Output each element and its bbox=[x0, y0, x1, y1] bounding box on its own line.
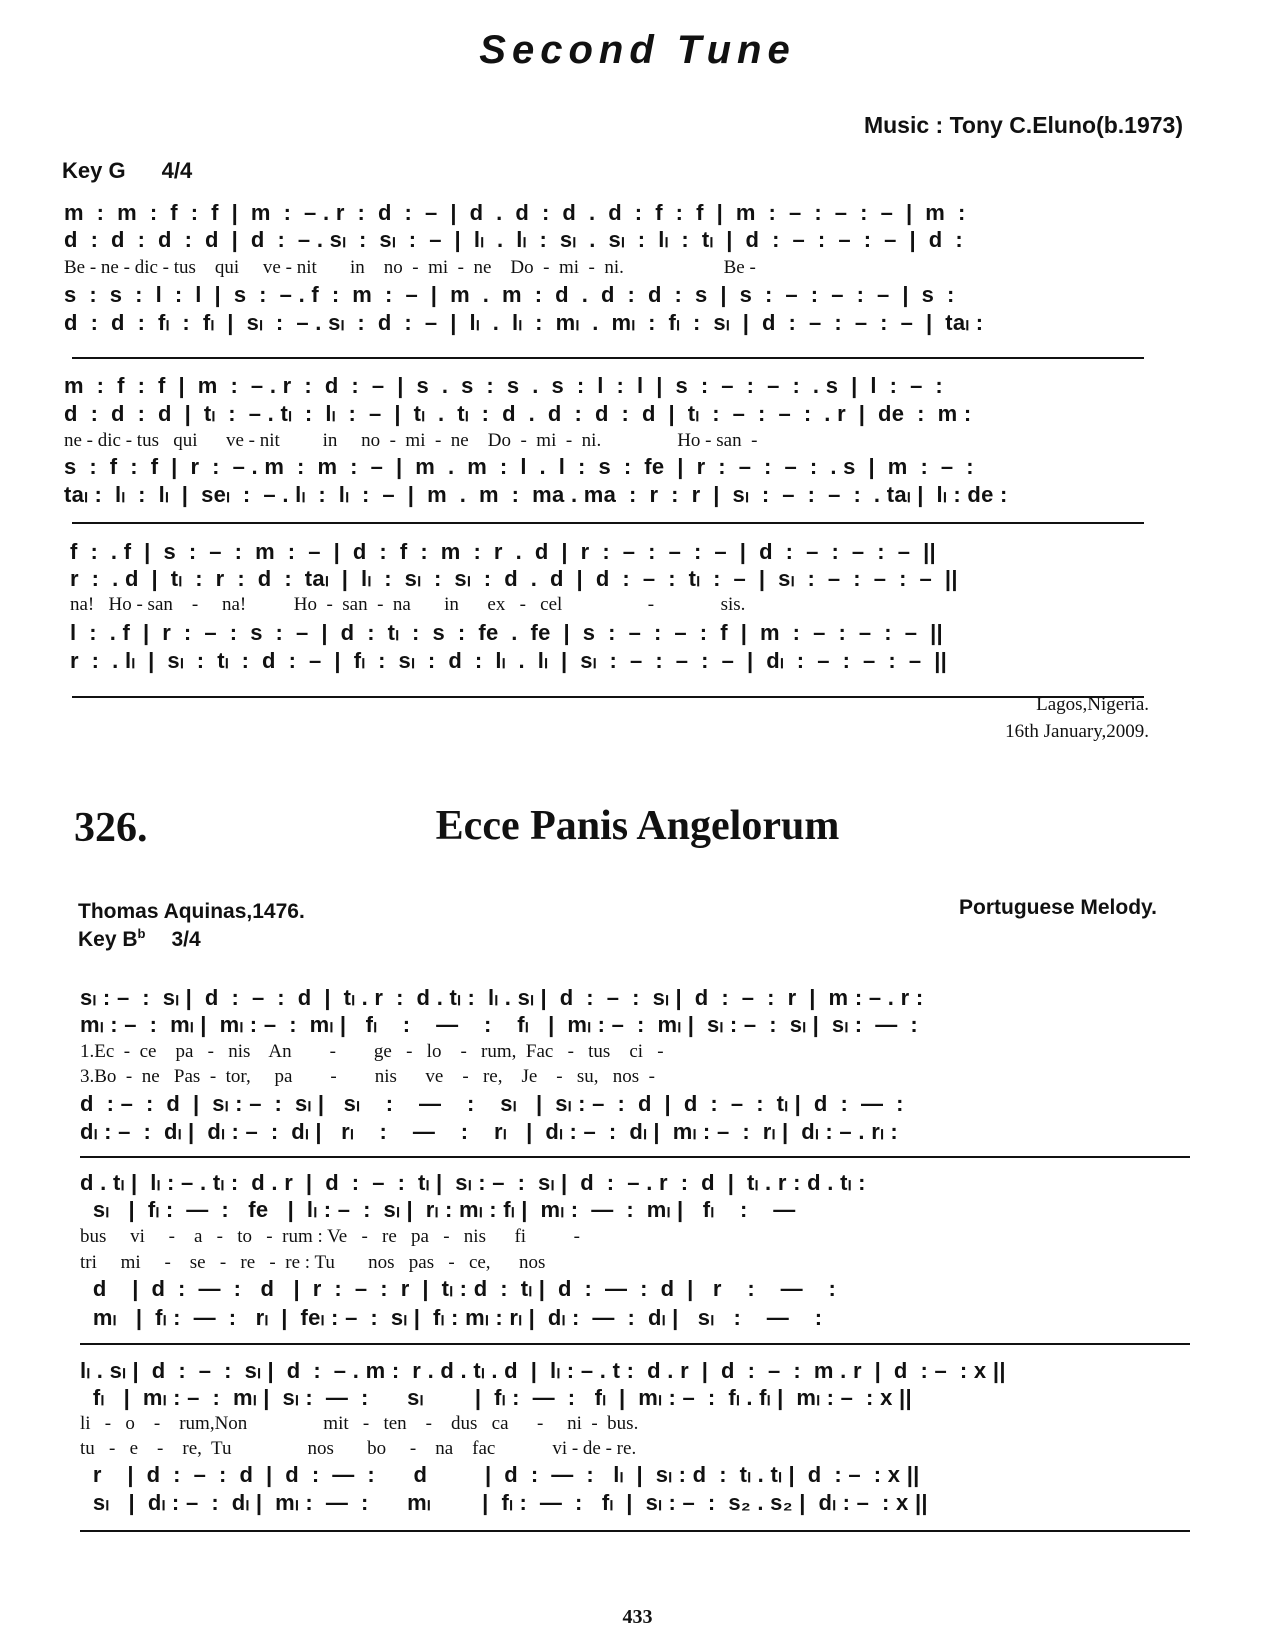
lyric-line-verse-3: tri mi - se - re - re : Tu nos pas - ce, nos bbox=[80, 1252, 546, 1273]
key-signature bbox=[62, 158, 192, 184]
system-divider bbox=[80, 1530, 1190, 1532]
tenor-line: s : s : l : l | s : – . f : m : – | m . m : d . d : d : s | s : – : – : – | s : bbox=[64, 282, 955, 307]
alto-line: d : d : d : d | d : – . sₗ : sₗ : – | lₗ . lₗ : sₗ . sₗ : lₗ : tₗ | d : – : – : – | d : bbox=[64, 227, 964, 252]
alto-line: fₗ | mₗ : – : mₗ | sₗ : — : sₗ | fₗ : — : fₗ | mₗ : – : fₗ . fₗ | mₗ : – : x || bbox=[80, 1385, 912, 1410]
system-divider bbox=[72, 522, 1144, 524]
soprano-line: f : . f | s : – : m : – | d : f : m : r . d | r : – : – : – | d : – : – : – || bbox=[70, 539, 936, 564]
bass-line: mₗ | fₗ : — : rₗ | feₗ : – : sₗ | fₗ : mₗ : rₗ | dₗ : — : dₗ | sₗ : — : bbox=[80, 1305, 823, 1330]
soprano-line: m : m : f : f | m : – . r : d : – | d . d : d . d : f : f | m : – : – : – | m : bbox=[64, 200, 966, 225]
lyric-line: Be - ne - dic - tus qui ve - nit in no - mi - ne Do - mi - ni. Be - bbox=[64, 257, 756, 278]
alto-line: d : d : d | tₗ : – . tₗ : lₗ : – | tₗ . tₗ : d . d : d : d | tₗ : – : – : . r | de : m : bbox=[64, 401, 972, 426]
composition-place: Lagos,Nigeria. bbox=[1036, 694, 1149, 715]
tenor-line: r | d : – : d | d : — : d | d : — : lₗ | sₗ : d : tₗ . tₗ | d : – : x || bbox=[80, 1462, 920, 1487]
system-divider bbox=[72, 696, 1144, 698]
bass-line: sₗ | dₗ : – : dₗ | mₗ : — : mₗ | fₗ : — : fₗ | sₗ : – : s₂ . s₂ | dₗ : – : x || bbox=[80, 1490, 928, 1515]
page-number: 433 bbox=[622, 1606, 653, 1628]
bass-line: dₗ : – : dₗ | dₗ : – : dₗ | rₗ : — : rₗ | dₗ : – : dₗ | mₗ : – : rₗ | dₗ : – . rₗ : bbox=[80, 1119, 899, 1144]
lyric-line-verse-3: 3.Bo - ne Pas - tor, pa - nis ve - re, Je - su, nos - bbox=[80, 1066, 655, 1087]
system-divider bbox=[80, 1156, 1190, 1158]
alto-line: mₗ : – : mₗ | mₗ : – : mₗ | fₗ : — : fₗ | mₗ : – : mₗ | sₗ : – : sₗ | sₗ : — : bbox=[80, 1012, 919, 1037]
hymn-title: Ecce Panis Angelorum bbox=[435, 803, 840, 849]
bass-line: d : d : fₗ : fₗ | sₗ : – . sₗ : d : – | lₗ . lₗ : mₗ . mₗ : fₗ : sₗ | d : – : – : – | taₗ : bbox=[64, 310, 984, 335]
system-divider bbox=[80, 1343, 1190, 1345]
lyric-line-verse-1: bus vi - a - to - rum : Ve - re pa - nis fi - bbox=[80, 1226, 580, 1247]
tenor-line: d | d : — : d | r : – : r | tₗ : d : tₗ | d : — : d | r : — : bbox=[80, 1276, 837, 1301]
alto-line: sₗ | fₗ : — : fe | lₗ : – : sₗ | rₗ : mₗ : fₗ | mₗ : — : mₗ | fₗ : — bbox=[80, 1197, 796, 1222]
system-divider bbox=[72, 357, 1144, 359]
key-signature bbox=[78, 926, 201, 952]
lyric-line-verse-1: li - o - rum,Non mit - ten - dus ca - ni - bus. bbox=[80, 1413, 639, 1434]
soprano-line: m : f : f | m : – . r : d : – | s . s : s . s : l : l | s : – : – : . s | l : – : bbox=[64, 373, 944, 398]
tenor-line: d : – : d | sₗ : – : sₗ | sₗ : — : sₗ | sₗ : – : d | d : – : tₗ | d : — : bbox=[80, 1091, 904, 1116]
key-name: Key B bbox=[78, 928, 138, 951]
lyric-line-verse-3: tu - e - re, Tu nos bo - na fac vi - de - re. bbox=[80, 1438, 637, 1459]
key-name: Key G bbox=[62, 158, 126, 183]
flat-sign: b bbox=[137, 926, 146, 941]
tune-title: Second Tune bbox=[479, 28, 796, 72]
lyric-line: ne - dic - tus qui ve - nit in no - mi - ne Do - mi - ni. Ho - san - bbox=[64, 430, 758, 451]
soprano-line: d . tₗ | lₗ : – . tₗ : d . r | d : – : tₗ | sₗ : – : sₗ | d : – . r : d | tₗ . r : d . tₗ : bbox=[80, 1170, 866, 1195]
hymn-number: 326. bbox=[74, 805, 148, 851]
soprano-line: lₗ . sₗ | d : – : sₗ | d : – . m : r . d . tₗ . d | lₗ : – . t : d . r | d : – : m . r | d : – : x || bbox=[80, 1358, 1006, 1383]
lyric-line: na! Ho - san - na! Ho - san - na in ex - cel - sis. bbox=[70, 594, 746, 615]
music-credit: Music : Tony C.Eluno(b.1973) bbox=[863, 112, 1183, 138]
time-signature: 4/4 bbox=[161, 158, 193, 183]
melody-credit: Portuguese Melody. bbox=[959, 896, 1157, 919]
bass-line: taₗ : lₗ : lₗ | seₗ : – . lₗ : lₗ : – | m . m : ma . ma : r : r | sₗ : – : – : . taₗ | lₗ : de : bbox=[64, 482, 1008, 507]
bass-line: r : . lₗ | sₗ : tₗ : d : – | fₗ : sₗ : d : lₗ . lₗ | sₗ : – : – : – | dₗ : – : – : – || bbox=[70, 648, 948, 673]
composition-date: 16th January,2009. bbox=[1005, 721, 1149, 742]
soprano-line: sₗ : – : sₗ | d : – : d | tₗ . r : d . tₗ : lₗ . sₗ | d : – : sₗ | d : – : r | m : – . r : bbox=[80, 985, 924, 1010]
lyric-line-verse-1: 1.Ec - ce pa - nis An - ge - lo - rum, Fac - tus ci - bbox=[80, 1041, 664, 1062]
alto-line: r : . d | tₗ : r : d : taₗ | lₗ : sₗ : sₗ : d . d | d : – : tₗ : – | sₗ : – : – : – || bbox=[70, 566, 958, 591]
time-signature: 3/4 bbox=[171, 928, 201, 951]
hymn-author: Thomas Aquinas,1476. bbox=[78, 900, 305, 923]
tenor-line: l : . f | r : – : s : – | d : tₗ : s : fe . fe | s : – : – : f | m : – : – : – || bbox=[70, 620, 943, 645]
tenor-line: s : f : f | r : – . m : m : – | m . m : l . l : s : fe | r : – : – : . s | m : – : bbox=[64, 454, 974, 479]
